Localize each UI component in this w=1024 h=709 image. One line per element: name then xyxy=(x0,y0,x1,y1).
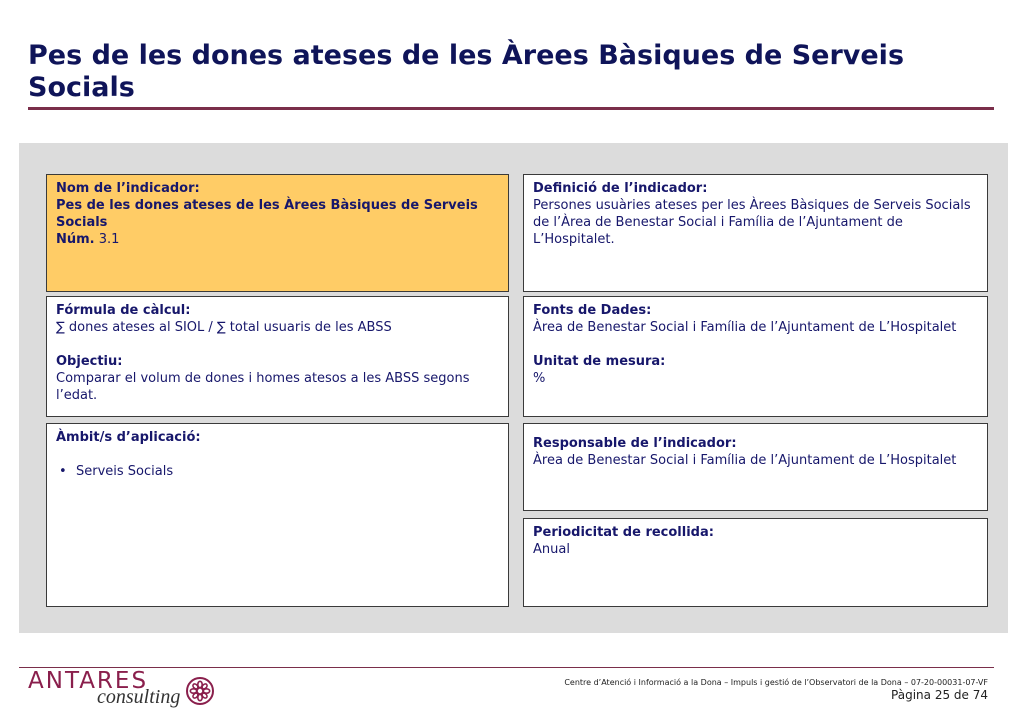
indicator-name-label: Nom de l’indicador: xyxy=(56,181,200,196)
definition-box xyxy=(523,174,988,292)
formula-box xyxy=(46,296,509,417)
formula-value: ∑ dones ateses al SIOL / ∑ total usuaris de les ABSS xyxy=(56,320,392,335)
indicator-name-value: Pes de les dones ateses de les Àrees Bàsiques de Serveis Socials xyxy=(56,198,478,230)
data-sources-label: Fonts de Dades: xyxy=(533,303,652,318)
scope-list xyxy=(56,463,499,480)
list-item: • Serveis Socials xyxy=(76,463,499,480)
footer-text: Centre d’Atenció i Informació a la Dona – Impuls i gestió de l’Observatori de la Dona – 07-20-00031-07-VF xyxy=(564,678,988,687)
scope-label: Àmbit/s d’aplicació: xyxy=(56,430,201,445)
unit-label: Unitat de mesura: xyxy=(533,354,666,369)
flower-logo-icon xyxy=(185,676,215,706)
data-sources-value: Àrea de Benestar Social i Família de l’Ajuntament de L’Hospitalet xyxy=(533,320,957,335)
indicator-number xyxy=(56,231,499,248)
page-number: Pàgina 25 de 74 xyxy=(891,688,988,702)
logo-sub-text: consulting xyxy=(97,686,181,708)
definition-value: Persones usuàries ateses per les Àrees Bàsiques de Serveis Socials de l’Àrea de Benestar Social i Família de l’Ajuntament de L’Hospitalet. xyxy=(533,198,971,247)
periodicity-value: Anual xyxy=(533,542,570,557)
responsible-label: Responsable de l’indicador: xyxy=(533,436,737,451)
logo-main-text: ANTARES xyxy=(28,668,149,694)
footer-divider xyxy=(19,667,994,668)
objective-label: Objectiu: xyxy=(56,354,123,369)
indicator-number-label: Núm. xyxy=(56,232,95,247)
formula-label: Fórmula de càlcul: xyxy=(56,303,191,318)
title-divider xyxy=(28,107,994,110)
page-title: Pes de les dones ateses de les Àrees Bàsiques de Serveis Socials xyxy=(28,40,905,103)
periodicity-box xyxy=(523,518,988,607)
responsible-value: Àrea de Benestar Social i Família de l’Ajuntament de L’Hospitalet xyxy=(533,453,957,468)
periodicity-label: Periodicitat de recollida: xyxy=(533,525,714,540)
indicator-number-value: 3.1 xyxy=(98,232,120,247)
data-sources-box xyxy=(523,296,988,417)
definition-label: Definició de l’indicador: xyxy=(533,181,708,196)
unit-value: % xyxy=(533,371,546,386)
objective-value: Comparar el volum de dones i homes atesos a les ABSS segons l’edat. xyxy=(56,371,470,403)
indicator-name-box xyxy=(46,174,509,292)
responsible-box xyxy=(523,423,988,511)
scope-box xyxy=(46,423,509,607)
